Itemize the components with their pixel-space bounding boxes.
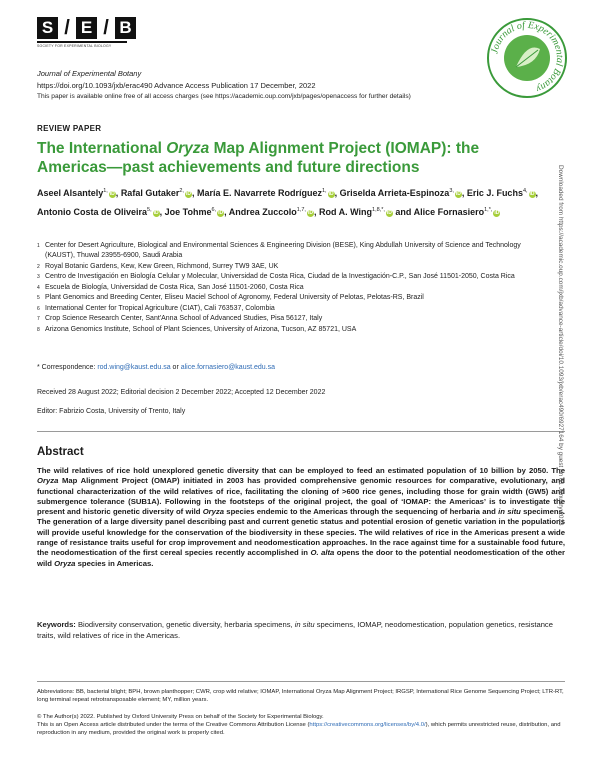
divider [37, 681, 565, 682]
author-affil-sup: 3, [449, 188, 454, 194]
affiliation-number: 3 [37, 274, 40, 280]
author [319, 207, 393, 217]
author-name: Rod A. Wing [318, 207, 373, 217]
download-sidebar: Downloaded from https://academic.oup.com/jxb/advance-article/doi/10.1093/jxb/erac490/6927164 by guest on 01 January 2023 [557, 165, 564, 526]
affiliation [37, 304, 547, 314]
author [165, 207, 224, 217]
affiliation [37, 272, 547, 282]
seb-subtitle: SOCIETY FOR EXPERIMENTAL BIOLOGY [37, 44, 112, 48]
affiliation-number: 2 [37, 263, 40, 270]
title-italic: Oryza [166, 140, 210, 157]
orcid-icon[interactable]: iD [494, 210, 500, 216]
author-affil-sup: 2, [179, 188, 184, 194]
affiliation-number: 5 [37, 295, 40, 301]
author [467, 188, 536, 198]
seb-letter: B [115, 17, 136, 39]
author-affil-sup: 5, [147, 207, 152, 213]
abbreviations: Abbreviations: BB, bacterial blight; BPH, brown planthopper; CWR, crop wild relative; IOMAP, International Oryza Map Alignment Project; IRGSP, International Rice Genome Sequencing Project; LTR-RT, long terminal repeat retrotransposable element; MY, million years. [37, 689, 564, 704]
orcid-icon[interactable]: iD [529, 191, 535, 197]
orcid-icon[interactable]: iD [328, 191, 334, 197]
affiliation [37, 314, 547, 324]
affiliation-text: Royal Botanic Gardens, Kew, Kew Green, Richmond, Surrey TW9 3AE, UK [45, 262, 279, 270]
author-name: Aseel Alsantely [37, 188, 104, 198]
abstract-heading: Abstract [37, 446, 84, 458]
seb-letter: S [37, 17, 58, 39]
authors-and: and [395, 207, 412, 217]
copyright: © The Author(s) 2022. Published by Oxford University Press on behalf of the Society for Experimental Biology. [37, 714, 324, 720]
affiliation-number: 6 [37, 305, 40, 312]
author [229, 207, 314, 217]
title-text: Map Alignment Project (IOMAP): the Americas—past achievements and future directions [37, 140, 480, 176]
author-name: Antonio Costa de Oliveira [37, 207, 148, 217]
seb-logo [37, 17, 138, 48]
divider [37, 431, 565, 432]
affiliation [37, 241, 547, 261]
affiliation-number: 1 [37, 243, 40, 249]
email-link[interactable]: rod.wing@kaust.edu.sa [97, 364, 171, 371]
title-text: The International [37, 140, 167, 157]
orcid-icon[interactable]: iD [153, 210, 159, 216]
orcid-icon[interactable]: iD [386, 210, 392, 216]
affiliation-number: 4 [37, 284, 40, 291]
affiliation [37, 262, 547, 272]
journal-logo-text: Journal of Experimental Botany [489, 19, 566, 95]
author-affil-sup: 1,7, [296, 207, 306, 213]
author [121, 188, 192, 198]
abstract-text: The wild relatives of rice hold unexplored genetic diversity that can be employed to feed an estimated population of 10 billion by 2050. The Oryza Map Alignment Project (OMAP) initiated in 2003 has provided comprehensive genomic resources for comparative, evolutionary, and functional characterization of the wild relatives of rice, facilitating the cloning of >600 rice genes, including those for grain width (GW5) and submergence tolerance (SUB1A). Following in the footsteps of the original project, the goal of ‘IOMAP: the Americas’ is to investigate the present and historic genetic diversity of wild Oryza species endemic to the Americas through the sequencing of herbaria and in situ specimens. The generation of a large diversity panel describing past and current genetic status and potential erosion of genetic variation in the populations will provide useful knowledge for the conservation of the biodiversity in these species. The wild relatives of rice in the Americas present a wide range of resistance traits useful for crop improvement and neodomestication approaches. In the race against time for a sustainable food future, the neodomestication of the first cereal species recently accomplished in O. alta opens the door to the potential neodomestication of the other wild Oryza species in Americas. [37, 466, 565, 568]
correspondence [37, 364, 275, 371]
email-link[interactable]: alice.fornasiero@kaust.edu.sa [180, 364, 276, 371]
keywords: Keywords: Biodiversity conservation, genetic diversity, herbaria specimens, in situ specimens, IOMAP, neodomestication, population genetics, resistance traits, wild relatives of rice in the Americas. [37, 620, 553, 640]
author [414, 207, 501, 217]
author [197, 188, 335, 198]
affiliation-list [37, 241, 547, 335]
orcid-icon[interactable]: iD [109, 191, 115, 197]
seb-rule [37, 41, 127, 43]
doi-line: https://doi.org/10.1093/jxb/erac490 Advance Access Publication 17 December, 2022 [37, 81, 316, 90]
author-affil-sup: 1, [103, 188, 108, 194]
author-name: Griselda Arrieta-Espinoza [339, 188, 450, 198]
author-affil-sup: 1, [322, 188, 327, 194]
article-type: REVIEW PAPER [37, 124, 102, 133]
article-dates: Received 28 August 2022; Editorial decision 2 December 2022; Accepted 12 December 2022 [37, 389, 326, 396]
affiliation [37, 283, 547, 293]
seb-slash: / [60, 17, 74, 39]
license: This is an Open Access article distributed under the terms of the Creative Commons Attribution License (https://creativecommons.org/licenses/by/4.0/), which permits unrestricted reuse, distribution, and reproduction in any medium, provided the original work is properly cited. [37, 722, 561, 737]
orcid-icon[interactable]: iD [218, 210, 224, 216]
affiliation-number: 7 [37, 316, 40, 322]
author-affil-sup: 1,8,*, [372, 207, 385, 213]
journal-logo [486, 17, 568, 99]
affiliation [37, 293, 547, 303]
seb-slash: / [99, 17, 113, 39]
author-name: Rafal Gutaker [120, 188, 180, 198]
license-link[interactable]: https://creativecommons.org/licenses/by/4.0/ [309, 722, 426, 728]
correspondence-label: * Correspondence: [37, 364, 96, 371]
orcid-icon[interactable]: iD [307, 210, 313, 216]
orcid-icon[interactable]: iD [185, 191, 191, 197]
author-name: María E. Navarrete Rodríguez [196, 188, 322, 198]
editor-line: Editor: Fabrizio Costa, University of Trento, Italy [37, 408, 186, 415]
author [340, 188, 462, 198]
affiliation-text: Crop Science Research Center, Sant'Anna School of Advanced Studies, Pisa 56127, Italy [45, 315, 323, 322]
author [37, 188, 116, 198]
affiliation-text: Escuela de Biología, Universidad de Costa Rica, San José 11501-2060, Costa Rica [45, 283, 304, 291]
affiliation [37, 325, 547, 335]
affiliation-text: Center for Desert Agriculture, Biological and Environmental Sciences & Engineering Division (BESE), King Abdullah University of Science and Technology (KAUST), Thuwal 23955-6900, Saudi Arabia [45, 242, 521, 259]
author-name: Alice Fornasiero [413, 207, 485, 217]
author-affil-sup: 6, [211, 207, 217, 213]
author-name: Eric J. Fuchs [466, 188, 523, 198]
affiliation-text: Centro de Investigación en Biología Celular y Molecular, Universidad de Costa Rica, Ciudad de la Investigación-C.P., San José 11501-2050, Costa Rica [45, 273, 515, 280]
author-name: Joe Tohme [164, 207, 212, 217]
author [37, 207, 160, 217]
access-note: This paper is available online free of all access charges (see https://academic.oup.com/jxb/pages/openaccess for further details) [37, 93, 411, 100]
author-affil-sup: 4, [522, 188, 528, 194]
affiliation-text: International Center for Tropical Agriculture (CIAT), Cali 763537, Colombia [45, 304, 275, 312]
author-list: Aseel Alsantely$^{1,}$ iD, Rafal Gutaker$^{2,}$ iD, María E. Navarrete Rodríguez$^{1,}$ iD, Griselda Arrieta-Espinoza$^{3,}$ iD, Eric J. Fuchs$^{4,}$ iD, Antonio Costa de Oliveira$^{5,}$ iD, Joe Tohme$^{6,}$ iD, Andrea Zuccolo$^{1,7,}$ iD, Rod A. Wing$^{1,8,*,}$ iD and Alice Fornasiero$^{1,*,}$ iD [37, 188, 539, 217]
author-affil-sup: 1,*, [484, 207, 493, 213]
correspondence-or: or [172, 364, 179, 371]
seb-letter: E [76, 17, 97, 39]
paper-title [37, 139, 547, 177]
orcid-icon[interactable]: iD [455, 191, 461, 197]
keywords-label: Keywords: [37, 620, 76, 629]
journal-name: Journal of Experimental Botany [37, 69, 142, 78]
affiliation-text: Arizona Genomics Institute, School of Plant Sciences, University of Arizona, Tucson, AZ 85721, USA [45, 325, 357, 333]
author-name: Andrea Zuccolo [228, 207, 297, 217]
affiliation-text: Plant Genomics and Breeding Center, Eliseu Maciel School of Agronomy, Federal University of Pelotas, Pelotas-RS, Brazil [45, 294, 424, 301]
affiliation-number: 8 [37, 326, 40, 333]
